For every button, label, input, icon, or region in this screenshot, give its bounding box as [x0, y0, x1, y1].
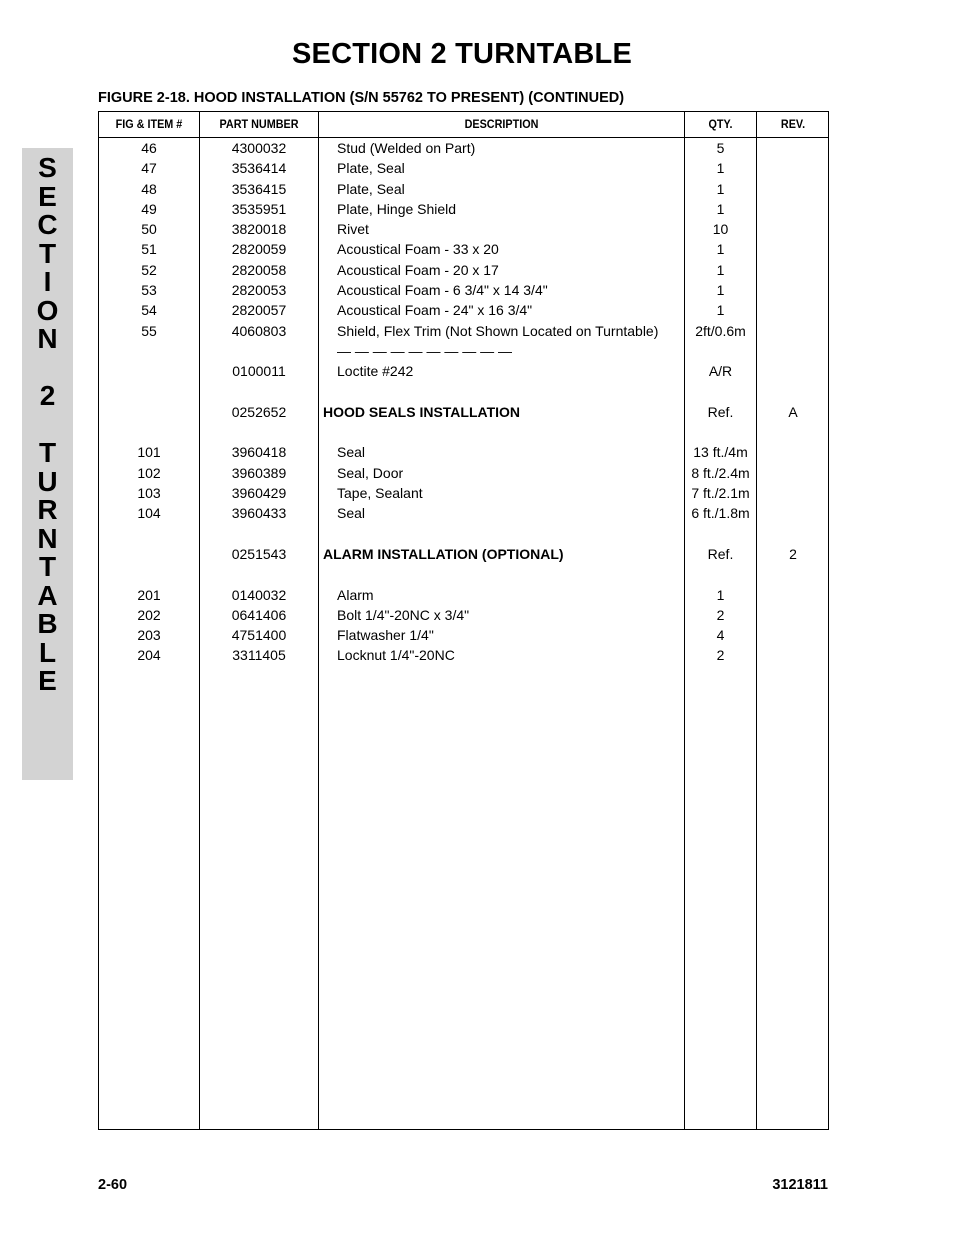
side-tab-letter: T	[38, 551, 57, 582]
part-number-cell: 4751400	[231, 627, 287, 644]
item-number-cell: 49	[141, 200, 157, 217]
description-cell: Plate, Seal	[337, 160, 405, 177]
description-cell: HOOD SEALS INSTALLATION	[323, 403, 521, 420]
side-tab-letter: U	[37, 465, 58, 497]
section-title: SECTION 2 TURNTABLE	[292, 38, 632, 70]
table-row	[99, 625, 828, 645]
document-number: 3121811	[772, 1177, 828, 1193]
quantity-cell: 4	[716, 627, 725, 644]
table-body	[99, 138, 828, 666]
description-cell: Shield, Flex Trim (Not Shown Located on Turntable)	[337, 322, 659, 339]
side-tab-letter: O	[36, 294, 59, 326]
part-number-cell: 0251543	[231, 545, 287, 562]
side-tab-letter: C	[37, 209, 58, 240]
table-row	[99, 585, 828, 605]
figure-title: FIGURE 2-18. HOOD INSTALLATION (S/N 55762 TO PRESENT) (CONTINUED)	[98, 90, 625, 106]
quantity-cell: A/R	[708, 363, 733, 380]
description-cell: Locknut 1/4"-20NC	[337, 647, 455, 664]
side-tab-letter: L	[38, 636, 57, 668]
item-number-cell: 102	[137, 464, 161, 481]
description-cell: Bolt 1/4"-20NC x 3/4"	[337, 606, 470, 623]
page-number: 2-60	[98, 1177, 128, 1193]
quantity-cell: 1	[716, 586, 725, 603]
part-number-cell: 3536415	[231, 180, 287, 197]
side-tab-letter: N	[37, 323, 58, 354]
item-number-cell: 103	[137, 485, 161, 502]
item-number-cell: 104	[137, 505, 161, 522]
table-row	[99, 605, 828, 625]
table-row	[99, 199, 828, 219]
quantity-cell: 1	[716, 261, 725, 278]
item-number-cell: 50	[141, 221, 157, 238]
item-number-cell: 201	[137, 586, 161, 603]
item-number-cell: 46	[141, 140, 157, 156]
table-row	[99, 564, 828, 584]
item-number-cell: 55	[141, 322, 157, 339]
table-row	[99, 260, 828, 280]
table-row	[99, 179, 828, 199]
table-row	[99, 341, 828, 361]
parts-table	[98, 111, 829, 1130]
part-number-cell: 2820059	[231, 241, 287, 258]
part-number-cell: 3960429	[231, 485, 287, 502]
item-number-cell: 48	[141, 180, 157, 197]
table-row	[99, 321, 828, 341]
quantity-cell: 7 ft./2.1m	[691, 485, 750, 502]
side-tab-letter: I	[43, 266, 52, 297]
item-number-cell: 203	[137, 627, 161, 644]
table-row	[99, 463, 828, 483]
description-cell: Stud (Welded on Part)	[337, 140, 476, 156]
side-tab-letter: T	[38, 437, 57, 468]
table-row	[99, 645, 828, 665]
table-row	[99, 503, 828, 523]
table-row	[99, 361, 828, 381]
quantity-cell: 2	[716, 647, 725, 664]
item-number-cell: 54	[141, 302, 157, 319]
quantity-cell: 1	[716, 180, 725, 197]
part-number-cell: 3960389	[231, 464, 287, 481]
side-tab-letter: N	[37, 522, 58, 554]
quantity-cell: 6 ft./1.8m	[691, 505, 750, 522]
quantity-cell: 1	[716, 302, 725, 319]
description-cell: Acoustical Foam - 33 x 20	[337, 241, 499, 258]
part-number-cell: 3535951	[231, 200, 287, 217]
part-number-cell: 4300032	[231, 140, 287, 156]
description-cell: Acoustical Foam - 6 3/4" x 14 3/4"	[337, 282, 548, 299]
description-cell: Acoustical Foam - 24" x 16 3/4"	[337, 302, 533, 319]
part-number-cell: 3960418	[231, 444, 287, 461]
header-qty: QTY.	[708, 117, 733, 131]
description-cell: Flatwasher 1/4"	[337, 627, 434, 644]
table-row	[99, 219, 828, 239]
side-tab-letter: R	[37, 494, 58, 525]
part-number-cell: 2820053	[231, 282, 287, 299]
description-cell: Alarm	[337, 586, 374, 603]
table-row	[99, 544, 828, 564]
description-cell: Rivet	[337, 221, 369, 238]
table-row	[99, 524, 828, 544]
quantity-cell: 1	[716, 200, 725, 217]
table-row	[99, 280, 828, 300]
quantity-cell: 5	[716, 140, 725, 156]
part-number-cell: 3960433	[231, 505, 287, 522]
part-number-cell: 4060803	[231, 322, 287, 339]
table-row	[99, 382, 828, 402]
quantity-cell: 10	[712, 221, 729, 238]
part-number-cell: 2820057	[231, 302, 287, 319]
table-row	[99, 422, 828, 442]
part-number-cell: 0100011	[232, 363, 286, 380]
item-number-cell: 101	[137, 444, 161, 461]
part-number-cell: 0140032	[231, 586, 287, 603]
item-number-cell: 47	[141, 160, 157, 177]
revision-cell: A	[788, 403, 798, 420]
header-rev: REV.	[780, 117, 806, 131]
header-description: DESCRIPTION	[464, 117, 539, 131]
side-tab-letter: S	[38, 152, 57, 183]
table-row	[99, 300, 828, 320]
table-row	[99, 138, 828, 158]
header-part-number: PART NUMBER	[219, 117, 299, 131]
part-number-cell: 3311405	[232, 647, 286, 664]
part-number-cell: 3536414	[231, 160, 287, 177]
description-cell: Loctite #242	[337, 363, 414, 380]
side-tab-letter: T	[38, 237, 57, 269]
item-number-cell: 52	[141, 261, 157, 278]
item-number-cell: 53	[141, 282, 157, 299]
description-cell: Tape, Sealant	[337, 485, 423, 502]
part-number-cell: 0252652	[231, 403, 287, 420]
side-tab-letters	[22, 154, 73, 696]
part-number-cell: 2820058	[231, 261, 287, 278]
table-row	[99, 442, 828, 462]
quantity-cell: 2	[716, 606, 725, 623]
quantity-cell: 1	[716, 282, 725, 299]
item-number-cell: 51	[141, 241, 157, 258]
item-number-cell: 202	[137, 606, 161, 623]
quantity-cell: 2ft/0.6m	[695, 322, 746, 339]
section-side-tab	[22, 148, 73, 780]
side-tab-letter: A	[37, 579, 58, 611]
item-number-cell: 204	[137, 647, 161, 664]
table-row	[99, 158, 828, 178]
description-cell: ALARM INSTALLATION (OPTIONAL)	[323, 545, 564, 562]
description-cell: Seal	[337, 444, 366, 461]
description-cell: Acoustical Foam - 20 x 17	[337, 261, 499, 278]
quantity-cell: 13 ft./4m	[693, 444, 748, 461]
header-item: FIG & ITEM #	[115, 117, 183, 131]
side-tab-letter: B	[37, 608, 58, 639]
description-cell: Plate, Hinge Shield	[337, 200, 457, 217]
quantity-cell: 8 ft./2.4m	[691, 464, 750, 481]
description-cell: — — — — — — — — — —	[337, 342, 513, 359]
quantity-cell: 1	[716, 241, 725, 258]
table-row	[99, 239, 828, 259]
part-number-cell: 3820018	[231, 221, 287, 238]
table-row	[99, 402, 828, 422]
revision-cell: 2	[789, 545, 797, 562]
side-tab-letter: E	[38, 665, 57, 696]
description-cell: Seal, Door	[337, 464, 404, 481]
description-cell: Plate, Seal	[337, 180, 405, 197]
description-cell: Seal	[337, 505, 366, 522]
side-tab-letter: E	[38, 180, 57, 212]
quantity-cell: 1	[716, 160, 725, 177]
table-row	[99, 483, 828, 503]
quantity-cell: Ref.	[707, 403, 734, 420]
side-tab-letter: 2	[39, 380, 56, 411]
quantity-cell: Ref.	[707, 545, 734, 562]
part-number-cell: 0641406	[231, 606, 287, 623]
